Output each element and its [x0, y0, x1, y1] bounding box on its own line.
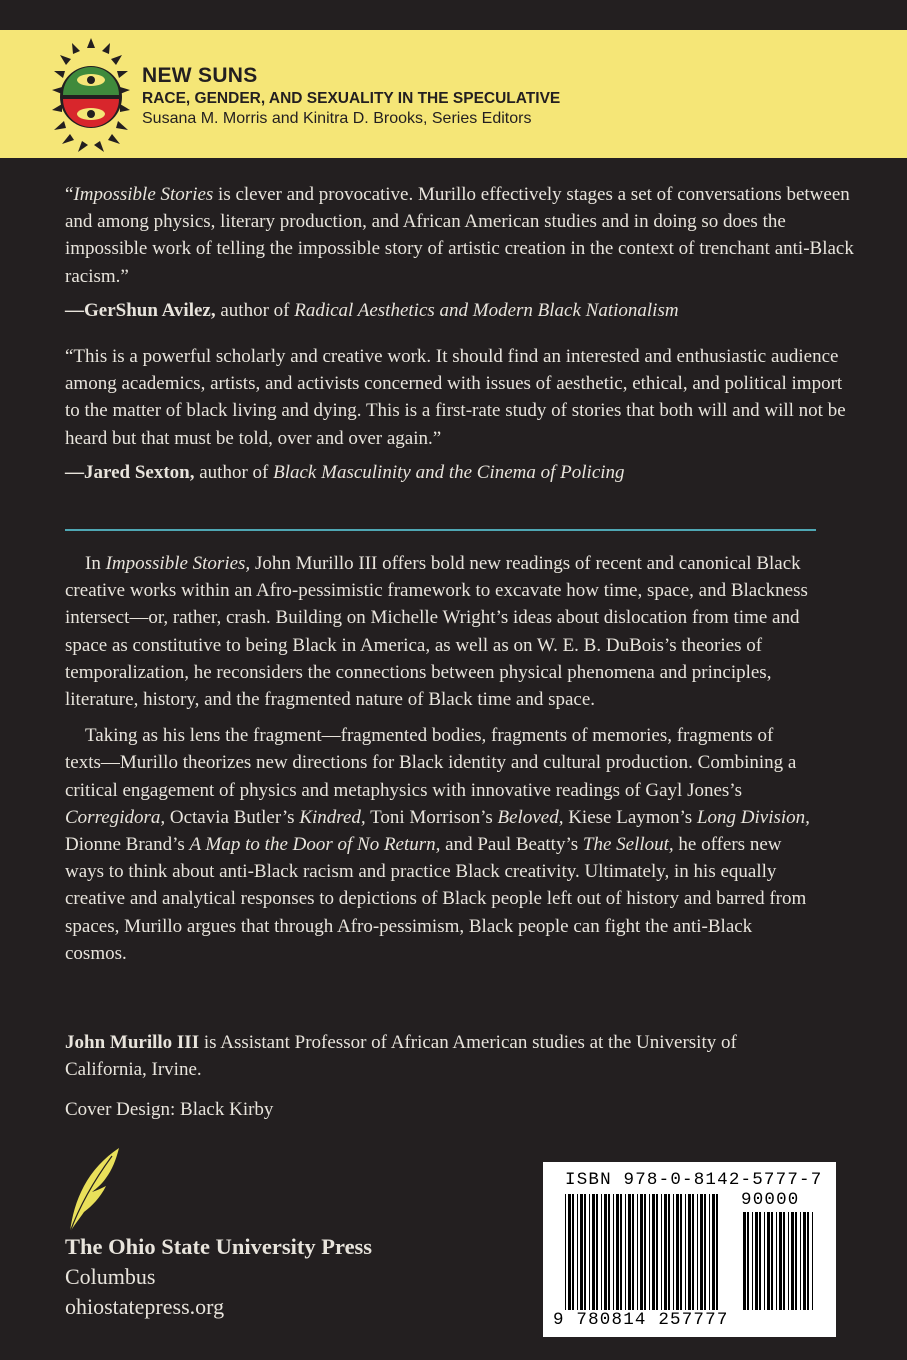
- blurb-attribution: —GerShun Avilez, author of Radical Aesthetics and Modern Black Nationalism: [65, 299, 679, 321]
- barcode-bar: [584, 1194, 586, 1310]
- barcode-bar: [608, 1194, 610, 1310]
- blurb-author-book: Radical Aesthetics and Modern Black Nationalism: [294, 299, 679, 321]
- divider-rule: [65, 529, 816, 531]
- blurb-book-title: Impossible Stories: [73, 184, 214, 205]
- barcode-bar: [812, 1212, 813, 1310]
- blurb-author: —GerShun Avilez,: [65, 299, 216, 321]
- blurb-author: —Jared Sexton,: [65, 461, 195, 483]
- barcode-bar: [601, 1194, 602, 1310]
- barcode-bar: [620, 1194, 622, 1310]
- description-paragraph: Taking as his lens the fragment—fragmented bodies, fragments of memories, fragments of texts—Murillo theorizes new directions for Black identity and cultural production. Combining a critical engagement of physics and metaphysics with innovative readings of Gayl Jones’s Corregidora, Octavia Butler’s Kindred, Toni Morrison’s Beloved, Kiese Laymon’s Long Division, Dionne Brand’s A Map to the Door of No Return, and Paul Beatty’s The Sellout, he offers new ways to think about anti-Black racism and practice Black creativity. Ultimately, in his equally creative and analytical responses to depictions of Black people left out of history and barred from spaces, Murillo argues that through Afro-pessimism, Black people can fight the anti-Black cosmos.: [65, 725, 810, 964]
- barcode-bar: [680, 1194, 682, 1310]
- barcode-bar: [712, 1194, 715, 1310]
- barcode-bar: [565, 1194, 566, 1310]
- barcode-bar: [795, 1212, 797, 1310]
- barcode-bar: [637, 1194, 638, 1310]
- barcode-bar: [697, 1194, 698, 1310]
- barcode-bar: [592, 1194, 595, 1310]
- barcode-bar: [779, 1212, 782, 1310]
- barcode-bar: [807, 1212, 809, 1310]
- book-description: [65, 550, 810, 967]
- isbn-barcode: [543, 1162, 836, 1337]
- series-info: [142, 64, 560, 129]
- price-code: 90000: [741, 1190, 800, 1210]
- barcode-bar: [764, 1212, 765, 1310]
- barcode-bar: [644, 1194, 646, 1310]
- barcode-bar: [709, 1194, 710, 1310]
- barcode-bar: [668, 1194, 670, 1310]
- barcode-bar: [664, 1194, 667, 1310]
- barcode-bar: [673, 1194, 674, 1310]
- blurb-quote: “This is a powerful scholarly and creative work. It should find an interested and enthusiastic audience among academics, artists, and activists concerned with issues of aesthetic, ethical, and political import to the matter of black living and dying. This is a first-rate study of stories that both will and will not be heard but that must be told, over and over again.”: [65, 346, 846, 449]
- barcode-bar: [613, 1194, 614, 1310]
- series-name: NEW SUNS: [142, 64, 258, 87]
- barcode-bar: [589, 1194, 590, 1310]
- ean-barcode-icon: [565, 1194, 718, 1310]
- barcode-bar: [803, 1212, 806, 1310]
- barcode-bar: [791, 1212, 794, 1310]
- barcode-bar: [776, 1212, 777, 1310]
- barcode-bar: [652, 1194, 655, 1310]
- barcode-bar: [752, 1212, 753, 1310]
- author-bio: John Murillo III is Assistant Professor of African American studies at the University of California, Irvine.: [65, 1032, 737, 1081]
- barcode-bar: [649, 1194, 650, 1310]
- barcode-bar: [676, 1194, 679, 1310]
- ean-number: 9 780814 257777: [553, 1310, 729, 1330]
- barcode-bar: [656, 1194, 658, 1310]
- author-name: John Murillo III: [65, 1032, 200, 1053]
- barcode-bar: [625, 1194, 626, 1310]
- blurb-author-book: Black Masculinity and the Cinema of Policing: [273, 461, 625, 483]
- barcode-bar: [747, 1212, 749, 1310]
- barcode-bar: [568, 1194, 571, 1310]
- publisher-website: ohiostatepress.org: [65, 1294, 225, 1319]
- barcode-bar: [577, 1194, 578, 1310]
- barcode-bar: [783, 1212, 785, 1310]
- description-paragraph: In Impossible Stories, John Murillo III offers bold new readings of recent and canonical Black creative works within an Afro-pessimistic framework to excavate how time, space, and Blackness intersect—or, rather, crash. Building on Michelle Wright’s ideas about dislocation from time and space as constitutive to being Black in America, as well as on W. E. B. DuBois’s theories of temporalization, he reconsiders the connections between physical phenomena and principles, literature, history, and the fragmented nature of Black time and space.: [65, 553, 808, 711]
- barcode-bar: [572, 1194, 574, 1310]
- barcode-bar: [640, 1194, 643, 1310]
- barcode-bar: [800, 1212, 801, 1310]
- blurb-attribution: —Jared Sexton, author of Black Masculinity and the Cinema of Policing: [65, 461, 625, 483]
- publisher-name: The Ohio State University Press: [65, 1234, 373, 1259]
- cover-design-credit: Cover Design: Black Kirby: [65, 1099, 274, 1120]
- publisher-block: [65, 1232, 372, 1322]
- barcode-bar: [628, 1194, 631, 1310]
- barcode-bar: [661, 1194, 662, 1310]
- series-subtitle: RACE, GENDER, AND SEXUALITY IN THE SPECULATIVE: [142, 90, 561, 107]
- barcode-bar: [788, 1212, 789, 1310]
- barcode-bar: [596, 1194, 598, 1310]
- isbn-number: ISBN 978-0-8142-5777-7: [565, 1170, 823, 1190]
- series-banner: [0, 30, 907, 158]
- barcode-bar: [632, 1194, 634, 1310]
- barcode-bar: [616, 1194, 619, 1310]
- barcode-bar: [685, 1194, 686, 1310]
- barcode-bar: [716, 1194, 718, 1310]
- barcode-bar: [688, 1194, 691, 1310]
- publisher-city: Columbus: [65, 1264, 156, 1289]
- feather-quill-icon: [62, 1146, 122, 1234]
- barcode-bar: [692, 1194, 694, 1310]
- blurb-quote: “Impossible Stories is clever and provocative. Murillo effectively stages a set of conversations between and among physics, literary production, and African American studies and in doing so does the impossible work of telling the impossible story of artistic creation in the context of trenchant anti-Black racism.”: [65, 184, 854, 287]
- barcode-bar: [704, 1194, 706, 1310]
- barcode-bar: [771, 1212, 773, 1310]
- barcode-bar: [743, 1212, 746, 1310]
- sun-mask-logo-icon: [52, 38, 130, 154]
- barcode-bar: [700, 1194, 703, 1310]
- barcode-bar: [767, 1212, 770, 1310]
- blurb-sexton: [65, 343, 855, 486]
- barcode-bar: [759, 1212, 761, 1310]
- price-barcode-icon: [743, 1212, 813, 1310]
- blurb-avilez: [65, 181, 855, 324]
- barcode-bar: [580, 1194, 583, 1310]
- barcode-bar: [755, 1212, 758, 1310]
- barcode-bar: [604, 1194, 607, 1310]
- series-editors: Susana M. Morris and Kinitra D. Brooks, Series Editors: [142, 110, 532, 127]
